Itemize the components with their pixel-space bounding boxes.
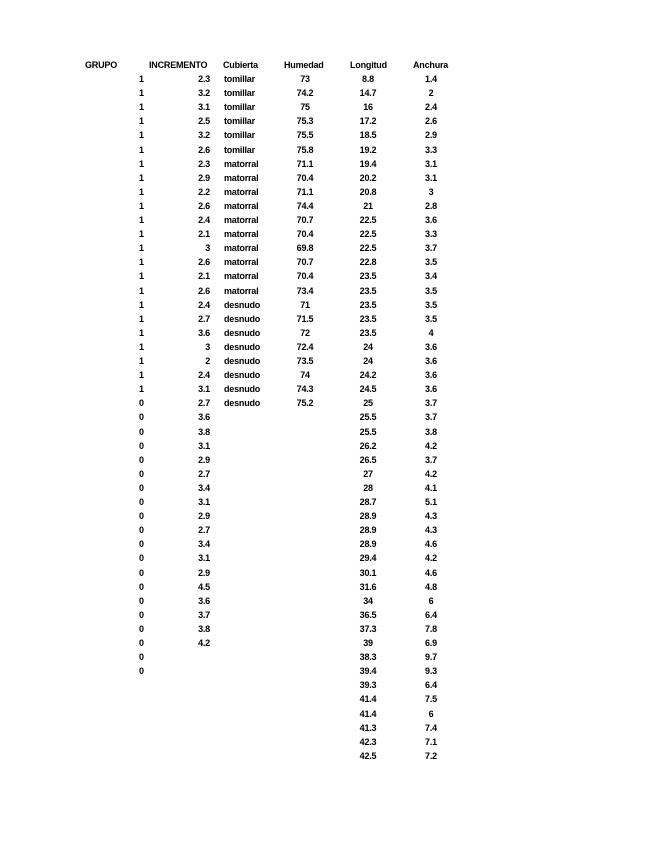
cell-cubierta: matorral — [224, 200, 259, 211]
cell-longitud: 23.5 — [359, 285, 377, 296]
cell-grupo: 1 — [139, 341, 144, 352]
cell-cubierta: desnudo — [224, 398, 261, 409]
cell-longitud: 26.5 — [359, 454, 377, 465]
cell-grupo: 1 — [139, 172, 144, 183]
cell-anchura: 3.6 — [425, 370, 437, 381]
cell-incremento: 3.4 — [198, 539, 210, 550]
cell-longitud: 41.4 — [359, 694, 377, 705]
cell-longitud: 23.5 — [359, 271, 377, 282]
cell-longitud: 28.9 — [359, 539, 377, 550]
cell-anchura: 6.9 — [425, 638, 437, 648]
cell-anchura: 6.4 — [425, 680, 437, 691]
cell-longitud: 39 — [363, 638, 373, 648]
cell-anchura: 9.7 — [425, 652, 437, 663]
cell-longitud: 22.8 — [359, 257, 377, 268]
cell-anchura: 3.6 — [425, 384, 437, 395]
cell-longitud: 19.4 — [359, 158, 377, 169]
cell-incremento: 3.2 — [198, 130, 210, 141]
cell-grupo: 0 — [139, 412, 144, 423]
cell-incremento: 3.6 — [198, 412, 210, 423]
cell-anchura: 2.9 — [425, 130, 437, 141]
cell-humedad: 75.8 — [296, 144, 314, 155]
cell-grupo: 1 — [139, 229, 144, 240]
cell-grupo: 1 — [139, 384, 144, 395]
cell-anchura: 3.6 — [425, 356, 437, 366]
cell-anchura: 5.1 — [425, 497, 437, 507]
cell-anchura: 3.7 — [425, 454, 437, 465]
cell-longitud: 28 — [363, 482, 373, 493]
cell-anchura: 2 — [428, 88, 434, 99]
cell-humedad: 75 — [300, 102, 310, 113]
cell-anchura: 7.1 — [425, 736, 437, 747]
cell-anchura: 3 — [428, 186, 434, 197]
cell-cubierta: matorral — [224, 172, 259, 183]
cell-humedad: 74.2 — [296, 88, 314, 99]
cell-incremento: 3 — [205, 243, 210, 254]
cell-cubierta: matorral — [224, 285, 259, 296]
cell-incremento: 2.7 — [198, 525, 210, 536]
cell-grupo: 0 — [139, 482, 144, 493]
cell-cubierta: desnudo — [224, 327, 261, 338]
cell-grupo: 0 — [139, 497, 144, 507]
cell-humedad: 71.1 — [296, 158, 314, 169]
cell-grupo: 0 — [139, 652, 144, 663]
cell-grupo: 1 — [139, 356, 144, 366]
cell-longitud: 34 — [363, 595, 373, 606]
cell-anchura: 7.8 — [425, 623, 437, 634]
cell-incremento: 3.8 — [198, 426, 210, 437]
cell-cubierta: desnudo — [224, 299, 261, 310]
cell-humedad: 74 — [300, 370, 310, 381]
cell-cubierta: matorral — [224, 257, 259, 268]
cell-longitud: 39.4 — [359, 666, 377, 677]
cell-cubierta: tomillar — [224, 116, 255, 127]
cell-grupo: 1 — [139, 186, 144, 197]
cell-longitud: 29.4 — [359, 553, 377, 564]
cell-anchura: 4.2 — [425, 553, 437, 564]
cell-incremento: 3.2 — [198, 88, 210, 99]
header-incremento: INCREMENTO — [149, 60, 208, 70]
cell-longitud: 24 — [363, 356, 373, 366]
cell-grupo: 0 — [139, 539, 144, 550]
cell-incremento: 2 — [205, 356, 210, 366]
cell-anchura: 6 — [428, 708, 434, 719]
cell-incremento: 3.7 — [198, 609, 210, 620]
cell-humedad: 71 — [300, 299, 310, 310]
cell-humedad: 73 — [300, 74, 310, 84]
cell-incremento: 2.4 — [198, 370, 210, 381]
cell-anchura: 2.4 — [425, 102, 437, 113]
cell-anchura: 7.2 — [425, 750, 437, 761]
cell-humedad: 75.3 — [296, 116, 314, 127]
cell-anchura: 4.8 — [425, 581, 437, 592]
cell-grupo: 1 — [139, 285, 144, 296]
cell-grupo: 1 — [139, 271, 144, 282]
cell-grupo: 1 — [139, 327, 144, 338]
cell-longitud: 28.9 — [359, 511, 377, 522]
cell-longitud: 42.5 — [359, 750, 377, 761]
cell-longitud: 28.9 — [359, 525, 377, 536]
cell-longitud: 16 — [363, 102, 373, 113]
cell-incremento: 2.4 — [198, 299, 210, 310]
cell-grupo: 0 — [139, 525, 144, 536]
cell-longitud: 20.2 — [359, 172, 377, 183]
cell-humedad: 75.2 — [296, 398, 314, 409]
cell-incremento: 2.9 — [198, 567, 210, 578]
cell-humedad: 74.3 — [296, 384, 314, 395]
cell-cubierta: desnudo — [224, 341, 261, 352]
cell-anchura: 3.7 — [425, 243, 437, 254]
cell-longitud: 31.6 — [359, 581, 377, 592]
cell-longitud: 23.5 — [359, 313, 377, 324]
cell-cubierta: matorral — [224, 243, 259, 254]
cell-incremento: 3.1 — [198, 497, 210, 507]
cell-incremento: 2.7 — [198, 313, 210, 324]
cell-incremento: 2.9 — [198, 172, 210, 183]
cell-longitud: 36.5 — [359, 609, 377, 620]
cell-longitud: 26.2 — [359, 440, 377, 451]
cell-grupo: 0 — [139, 609, 144, 620]
cell-longitud: 42.3 — [359, 736, 377, 747]
cell-grupo: 0 — [139, 511, 144, 522]
cell-humedad: 73.4 — [296, 285, 314, 296]
cell-longitud: 24.2 — [359, 370, 377, 381]
cell-incremento: 2.2 — [198, 186, 210, 197]
cell-grupo: 1 — [139, 102, 144, 113]
header-grupo: GRUPO — [85, 60, 118, 70]
cell-anchura: 3.1 — [425, 172, 437, 183]
cell-anchura: 3.4 — [425, 271, 437, 282]
cell-anchura: 4 — [428, 327, 434, 338]
cell-grupo: 0 — [139, 398, 144, 409]
cell-incremento: 2.1 — [198, 229, 210, 240]
cell-grupo: 1 — [139, 88, 144, 99]
cell-anchura: 4.3 — [425, 525, 437, 536]
cell-incremento: 2.7 — [198, 468, 210, 479]
cell-anchura: 4.3 — [425, 511, 437, 522]
cell-grupo: 0 — [139, 666, 144, 677]
cell-cubierta: tomillar — [224, 102, 255, 113]
cell-longitud: 37.3 — [359, 623, 377, 634]
cell-incremento: 2.3 — [198, 74, 210, 84]
cell-anchura: 3.3 — [425, 144, 437, 155]
cell-cubierta: tomillar — [224, 144, 255, 155]
cell-incremento: 3.6 — [198, 327, 210, 338]
cell-grupo: 1 — [139, 74, 144, 84]
cell-grupo: 0 — [139, 440, 144, 451]
cell-humedad: 70.4 — [296, 229, 314, 240]
cell-grupo: 1 — [139, 158, 144, 169]
cell-humedad: 73.5 — [296, 356, 314, 366]
cell-incremento: 3 — [205, 341, 210, 352]
cell-longitud: 23.5 — [359, 327, 377, 338]
cell-incremento: 4.2 — [198, 638, 210, 648]
cell-longitud: 18.5 — [359, 130, 377, 141]
cell-anchura: 7.4 — [425, 722, 437, 733]
cell-humedad: 72 — [300, 327, 310, 338]
cell-longitud: 25.5 — [359, 426, 377, 437]
cell-anchura: 4.6 — [425, 567, 437, 578]
cell-incremento: 2.6 — [198, 200, 210, 211]
cell-longitud: 25 — [363, 398, 373, 409]
cell-incremento: 3.4 — [198, 482, 210, 493]
cell-cubierta: matorral — [224, 158, 259, 169]
cell-longitud: 21 — [363, 200, 373, 211]
cell-grupo: 0 — [139, 468, 144, 479]
cell-longitud: 14.7 — [359, 88, 377, 99]
cell-grupo: 0 — [139, 567, 144, 578]
cell-incremento: 3.6 — [198, 595, 210, 606]
cell-grupo: 0 — [139, 595, 144, 606]
cell-humedad: 70.7 — [296, 257, 314, 268]
cell-cubierta: matorral — [224, 229, 259, 240]
cell-anchura: 4.6 — [425, 539, 437, 550]
cell-longitud: 20.8 — [359, 186, 377, 197]
cell-incremento: 2.6 — [198, 257, 210, 268]
cell-incremento: 2.9 — [198, 511, 210, 522]
cell-incremento: 2.1 — [198, 271, 210, 282]
cell-cubierta: desnudo — [224, 370, 261, 381]
cell-longitud: 23.5 — [359, 299, 377, 310]
cell-grupo: 1 — [139, 370, 144, 381]
cell-humedad: 70.4 — [296, 271, 314, 282]
cell-cubierta: tomillar — [224, 130, 255, 141]
header-longitud: Longitud — [350, 60, 387, 70]
cell-incremento: 2.5 — [198, 116, 210, 127]
cell-incremento: 4.5 — [198, 581, 210, 592]
cell-anchura: 7.5 — [425, 694, 437, 705]
cell-grupo: 0 — [139, 623, 144, 634]
cell-anchura: 3.7 — [425, 398, 437, 409]
cell-grupo: 1 — [139, 243, 144, 254]
cell-longitud: 25.5 — [359, 412, 377, 423]
cell-grupo: 0 — [139, 553, 144, 564]
cell-anchura: 3.1 — [425, 158, 437, 169]
cell-longitud: 19.2 — [359, 144, 377, 155]
cell-anchura: 3.5 — [425, 285, 437, 296]
cell-humedad: 70.4 — [296, 172, 314, 183]
cell-incremento: 2.9 — [198, 454, 210, 465]
cell-incremento: 2.4 — [198, 215, 210, 225]
cell-anchura: 3.5 — [425, 313, 437, 324]
cell-cubierta: matorral — [224, 186, 259, 197]
cell-anchura: 3.3 — [425, 229, 437, 240]
cell-grupo: 1 — [139, 130, 144, 141]
cell-humedad: 72.4 — [296, 341, 314, 352]
cell-grupo: 0 — [139, 454, 144, 465]
cell-anchura: 9.3 — [425, 666, 437, 677]
cell-grupo: 0 — [139, 638, 144, 648]
cell-anchura: 4.2 — [425, 440, 437, 451]
cell-anchura: 2.8 — [425, 200, 437, 211]
cell-humedad: 69.8 — [296, 243, 314, 254]
cell-incremento: 3.8 — [198, 623, 210, 634]
cell-anchura: 6.4 — [425, 609, 437, 620]
cell-longitud: 38.3 — [359, 652, 377, 663]
cell-longitud: 41.3 — [359, 722, 377, 733]
cell-cubierta: desnudo — [224, 313, 261, 324]
cell-longitud: 28.7 — [359, 497, 377, 507]
cell-grupo: 0 — [139, 581, 144, 592]
cell-anchura: 3.5 — [425, 257, 437, 268]
cell-anchura: 4.2 — [425, 468, 437, 479]
cell-anchura: 4.1 — [425, 482, 437, 493]
cell-grupo: 1 — [139, 200, 144, 211]
cell-anchura: 3.8 — [425, 426, 437, 437]
cell-grupo: 1 — [139, 215, 144, 225]
cell-longitud: 30.1 — [359, 567, 377, 578]
cell-humedad: 74.4 — [296, 200, 314, 211]
cell-anchura: 1.4 — [425, 74, 437, 84]
cell-cubierta: matorral — [224, 271, 259, 282]
cell-cubierta: tomillar — [224, 88, 255, 99]
cell-grupo: 1 — [139, 299, 144, 310]
cell-anchura: 2.6 — [425, 116, 437, 127]
cell-longitud: 22.5 — [359, 243, 377, 254]
cell-incremento: 2.3 — [198, 158, 210, 169]
cell-longitud: 22.5 — [359, 215, 377, 225]
cell-longitud: 27 — [363, 468, 373, 479]
cell-incremento: 3.1 — [198, 102, 210, 113]
cell-incremento: 2.7 — [198, 398, 210, 409]
cell-incremento: 2.6 — [198, 144, 210, 155]
cell-longitud: 39.3 — [359, 680, 377, 691]
cell-longitud: 24 — [363, 341, 373, 352]
cell-longitud: 24.5 — [359, 384, 377, 395]
cell-incremento: 3.1 — [198, 553, 210, 564]
cell-anchura: 3.7 — [425, 412, 437, 423]
cell-humedad: 75.5 — [296, 130, 314, 141]
header-cubierta: Cubierta — [223, 60, 258, 70]
cell-cubierta: desnudo — [224, 356, 261, 366]
cell-cubierta: desnudo — [224, 384, 261, 395]
cell-incremento: 3.1 — [198, 440, 210, 451]
cell-cubierta: tomillar — [224, 74, 255, 84]
cell-incremento: 3.1 — [198, 384, 210, 395]
cell-cubierta: matorral — [224, 215, 259, 225]
cell-longitud: 22.5 — [359, 229, 377, 240]
cell-anchura: 3.6 — [425, 341, 437, 352]
cell-anchura: 3.6 — [425, 215, 437, 225]
header-anchura: Anchura — [413, 60, 449, 70]
cell-incremento: 2.6 — [198, 285, 210, 296]
cell-longitud: 17.2 — [359, 116, 377, 127]
cell-anchura: 3.5 — [425, 299, 437, 310]
cell-grupo: 1 — [139, 313, 144, 324]
cell-longitud: 8.8 — [362, 74, 374, 84]
cell-anchura: 6 — [428, 595, 434, 606]
cell-grupo: 1 — [139, 144, 144, 155]
header-humedad: Humedad — [284, 60, 324, 70]
cell-longitud: 41.4 — [359, 708, 377, 719]
cell-humedad: 71.1 — [296, 186, 314, 197]
cell-grupo: 1 — [139, 257, 144, 268]
cell-humedad: 70.7 — [296, 215, 314, 225]
cell-grupo: 0 — [139, 426, 144, 437]
cell-grupo: 1 — [139, 116, 144, 127]
cell-humedad: 71.5 — [296, 313, 314, 324]
